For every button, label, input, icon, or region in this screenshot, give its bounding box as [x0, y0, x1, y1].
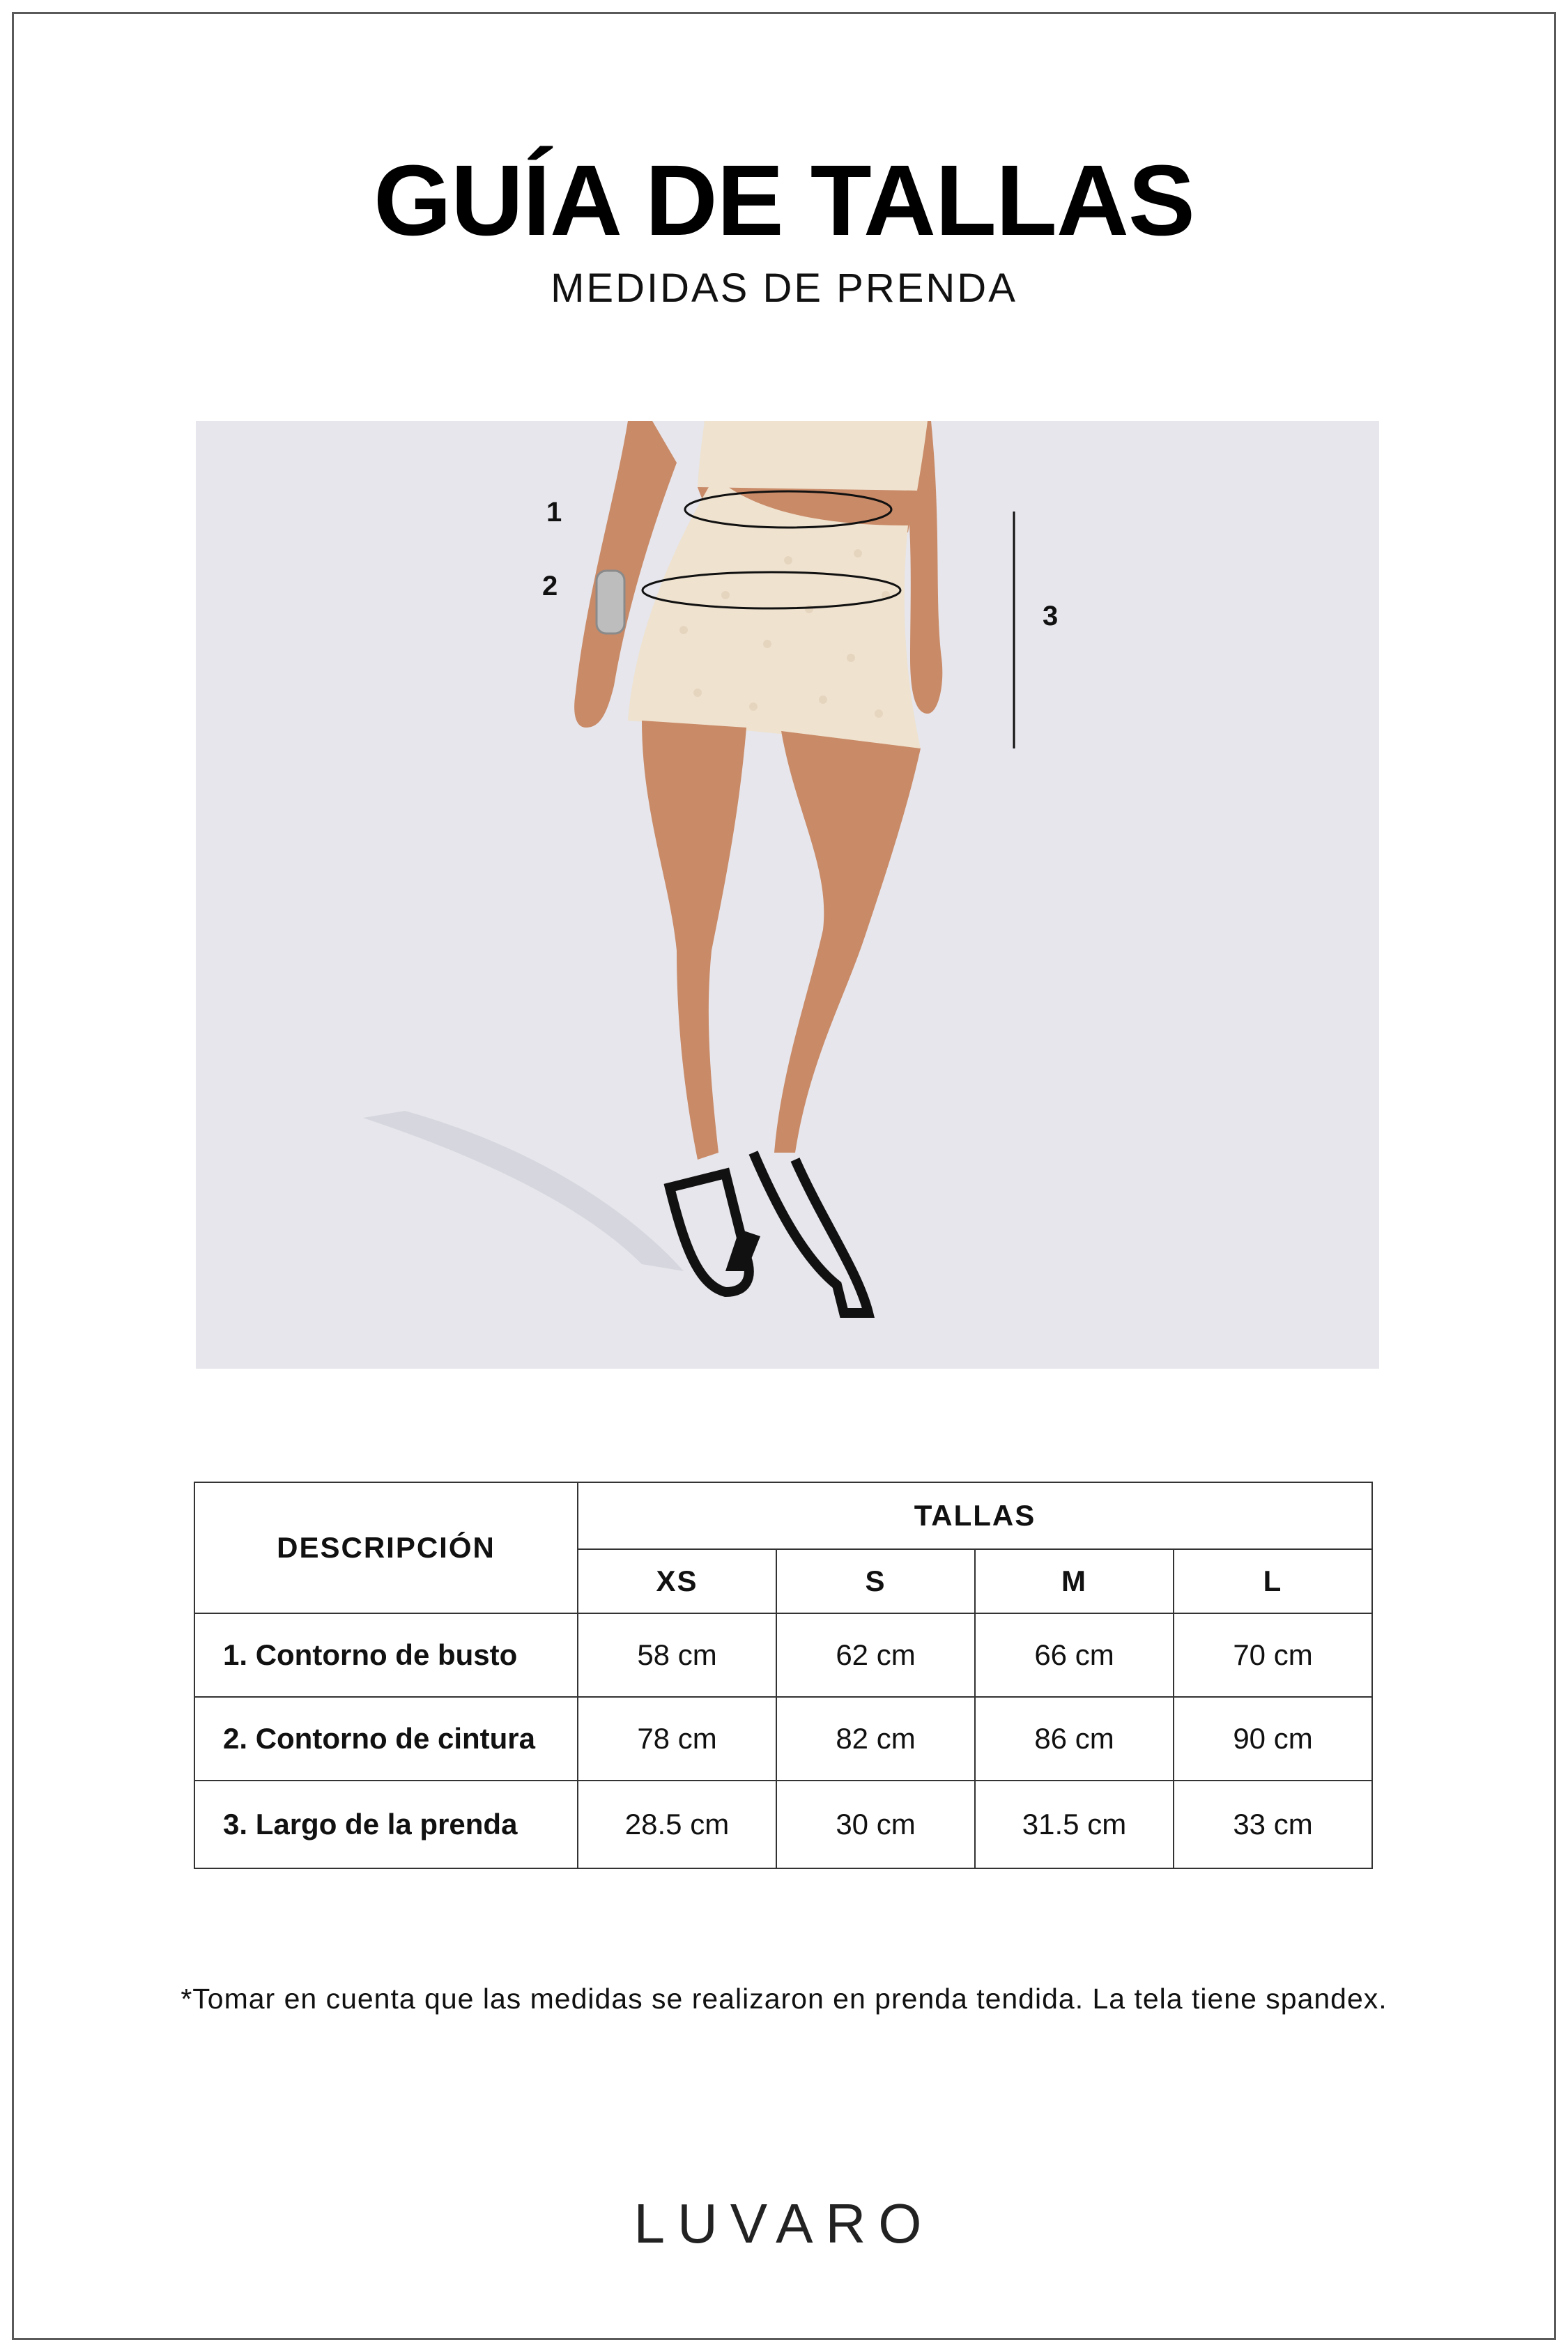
- size-table: [194, 1482, 1373, 1869]
- table-cell: 62 cm: [776, 1613, 975, 1697]
- table-cell: 78 cm: [578, 1697, 776, 1781]
- model-illustration: [196, 421, 1379, 1369]
- table-row: [194, 1697, 1372, 1781]
- brand-logo: LUVARO: [633, 2192, 935, 2254]
- table-cell: 66 cm: [975, 1613, 1174, 1697]
- table-row: [194, 1781, 1372, 1868]
- table-cell: 58 cm: [578, 1613, 776, 1697]
- table-cell: 70 cm: [1174, 1613, 1372, 1697]
- page-subtitle: MEDIDAS DE PRENDA: [551, 266, 1017, 311]
- table-cell: 82 cm: [776, 1697, 975, 1781]
- measure-label-3: 3: [1043, 601, 1059, 631]
- table-cell: 31.5 cm: [975, 1781, 1174, 1868]
- measure-label-2: 2: [542, 571, 558, 601]
- size-s-header: S: [776, 1549, 975, 1613]
- row-label: 1. Contorno de busto: [194, 1613, 578, 1697]
- row-label: 2. Contorno de cintura: [194, 1697, 578, 1781]
- description-header: DESCRIPCIÓN: [194, 1482, 578, 1613]
- table-cell: 33 cm: [1174, 1781, 1372, 1868]
- measure-label-1: 1: [546, 497, 562, 528]
- size-l-header: L: [1174, 1549, 1372, 1613]
- page-title: GUÍA DE TALLAS: [374, 144, 1194, 256]
- product-photo: [196, 421, 1379, 1369]
- size-m-header: M: [975, 1549, 1174, 1613]
- table-cell: 30 cm: [776, 1781, 975, 1868]
- row-label: 3. Largo de la prenda: [194, 1781, 578, 1868]
- size-xs-header: XS: [578, 1549, 776, 1613]
- table-cell: 28.5 cm: [578, 1781, 776, 1868]
- sizes-header: TALLAS: [578, 1482, 1372, 1549]
- footnote: *Tomar en cuenta que las medidas se realizaron en prenda tendida. La tela tiene spandex.: [180, 1983, 1388, 2015]
- table-cell: 90 cm: [1174, 1697, 1372, 1781]
- table-row: [194, 1613, 1372, 1697]
- table-cell: 86 cm: [975, 1697, 1174, 1781]
